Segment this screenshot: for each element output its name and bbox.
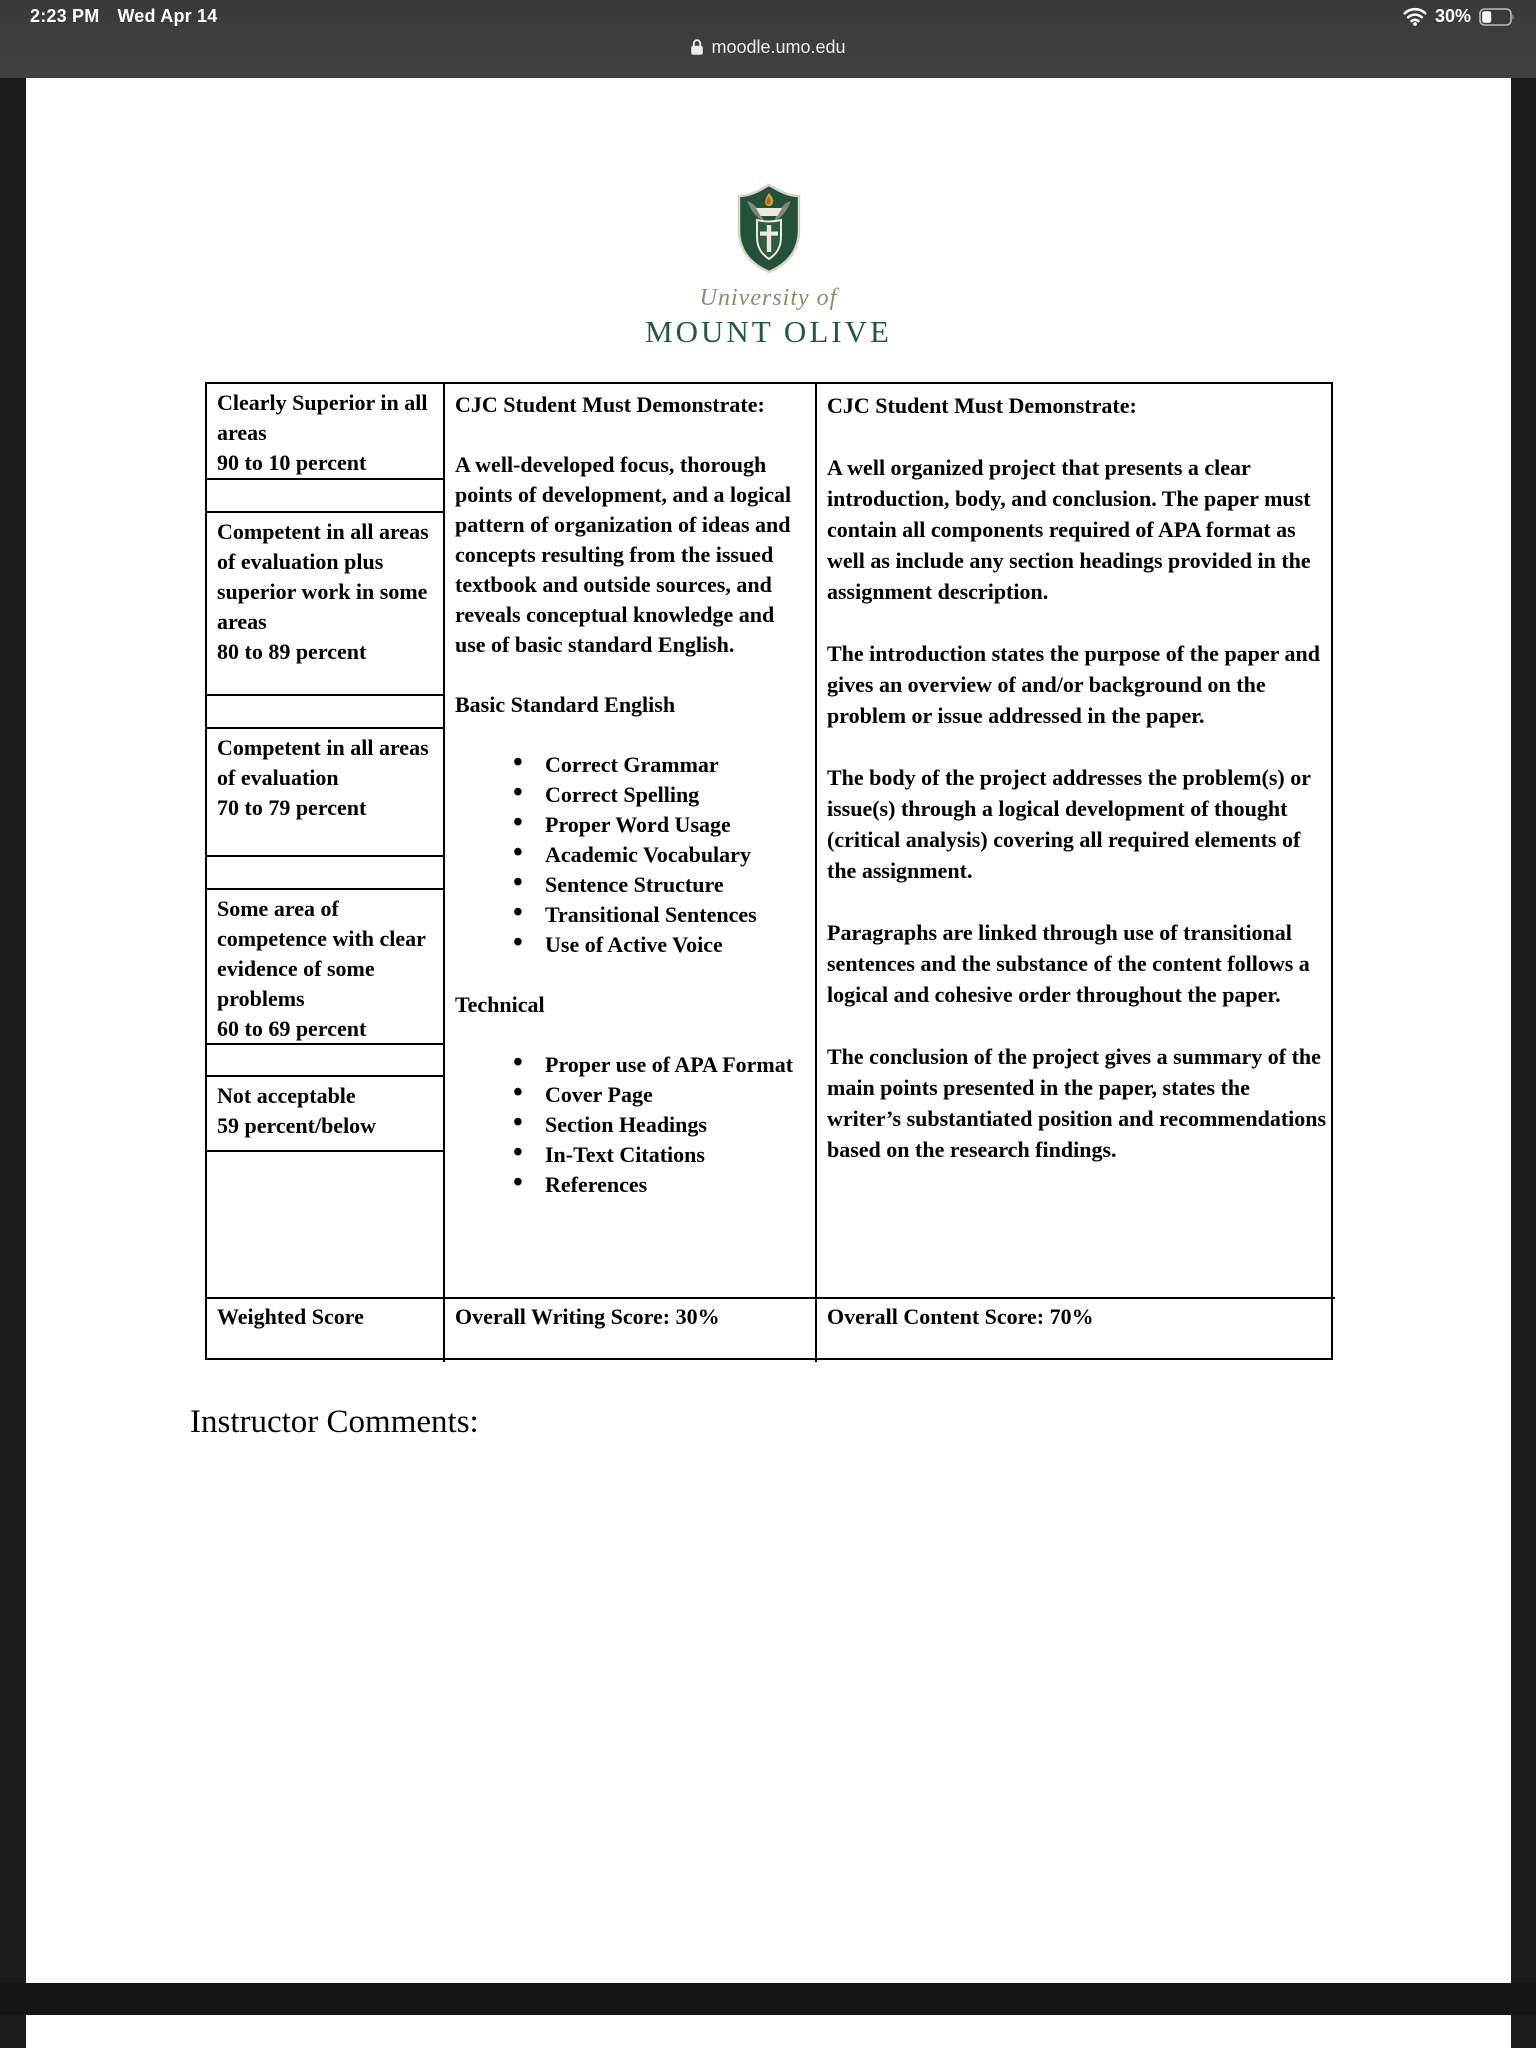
writing-header: CJC Student Must Demonstrate:	[455, 392, 765, 417]
rubric-level-empty	[207, 1152, 443, 1297]
content-paragraph: The introduction states the purpose of the paper and gives an overview of and/or background on the problem or issue addressed in the paper.	[827, 641, 1321, 728]
date: Wed Apr 14	[117, 6, 218, 26]
rubric-level-spacer	[207, 857, 443, 890]
lock-icon	[690, 38, 704, 56]
rubric-level-1: Clearly Superior in all areas 90 to 10 percent	[207, 384, 443, 480]
battery-icon	[1479, 8, 1516, 26]
wifi-icon	[1403, 7, 1427, 26]
list-item: • Academic Vocabulary	[513, 840, 809, 870]
list-item: • Cover Page	[513, 1080, 809, 1110]
rubric-level-3: Competent in all areas of evaluation 70 to 79 percent	[207, 729, 443, 857]
url-text: moodle.umo.edu	[711, 36, 846, 57]
list-item: • Sentence Structure	[513, 870, 809, 900]
university-logo	[26, 184, 1511, 350]
rubric-column-writing	[445, 384, 817, 1297]
list-item: • Correct Spelling	[513, 780, 809, 810]
instructor-comments-label: Instructor Comments:	[190, 1404, 479, 1440]
logo-text-mount-olive: MOUNT OLIVE	[645, 314, 892, 349]
list-item: • References	[513, 1170, 809, 1200]
list-item: • Transitional Sentences	[513, 900, 809, 930]
content-paragraph: The body of the project addresses the problem(s) or issue(s) through a logical development of thought (critical analysis) covering all required elements of the assignment.	[827, 765, 1311, 883]
overall-content-score-cell: Overall Content Score: 70%	[817, 1297, 1335, 1362]
battery-percent: 30%	[1434, 6, 1471, 26]
rubric-table	[205, 382, 1333, 1360]
list-item: • Section Headings	[513, 1110, 809, 1140]
status-bar	[0, 0, 1536, 78]
page-break-gap	[0, 1983, 1536, 2015]
content-paragraph: A well organized project that presents a clear introduction, body, and conclusion. The paper must contain all components required of APA format as well as include any section headings provided in the assignment description.	[827, 455, 1311, 604]
weighted-score-cell: Weighted Score	[207, 1297, 445, 1362]
list-item: • Proper Word Usage	[513, 810, 809, 840]
list-item: • Correct Grammar	[513, 750, 809, 780]
next-page-top	[26, 2015, 1511, 2048]
writing-intro: A well-developed focus, thorough points of development, and a logical pattern of organization of ideas and concepts resulting from the issued textbook and outside sources, and reveals conceptual knowledge and use of basic standard English.	[455, 452, 792, 657]
content-paragraph: Paragraphs are linked through use of transitional sentences and the substance of the content follows a logical and cohesive order throughout the paper.	[827, 920, 1310, 1007]
logo-text-university-of: University of	[699, 285, 838, 311]
document-page[interactable]	[26, 78, 1511, 1983]
rubric-column-levels	[207, 384, 445, 1297]
rubric-level-4: Some area of competence with clear evidence of some problems 60 to 69 percent	[207, 890, 443, 1045]
rubric-level-2: Competent in all areas of evaluation plus superior work in some areas 80 to 89 percent	[207, 513, 443, 696]
rubric-column-content	[817, 384, 1335, 1297]
rubric-level-spacer	[207, 480, 443, 513]
list-item: • In-Text Citations	[513, 1140, 809, 1170]
rubric-level-spacer	[207, 696, 443, 729]
list-item: • Proper use of APA Format	[513, 1050, 809, 1080]
basic-english-list	[455, 750, 809, 960]
technical-list	[455, 1050, 809, 1200]
list-item: • Use of Active Voice	[513, 930, 809, 960]
content-paragraph: The conclusion of the project gives a summary of the main points presented in the paper, states the writer’s substantiated position and recommendations based on the research findings.	[827, 1044, 1327, 1162]
address-bar[interactable]	[0, 30, 1536, 64]
rubric-level-5: Not acceptable 59 percent/below	[207, 1077, 443, 1152]
content-header: CJC Student Must Demonstrate:	[827, 393, 1137, 418]
clock: 2:23 PM	[30, 6, 100, 26]
rubric-level-spacer	[207, 1045, 443, 1077]
university-shield-icon	[735, 184, 803, 274]
overall-writing-score-cell: Overall Writing Score: 30%	[445, 1297, 817, 1362]
basic-english-heading: Basic Standard English	[455, 692, 676, 717]
technical-heading: Technical	[455, 992, 545, 1017]
